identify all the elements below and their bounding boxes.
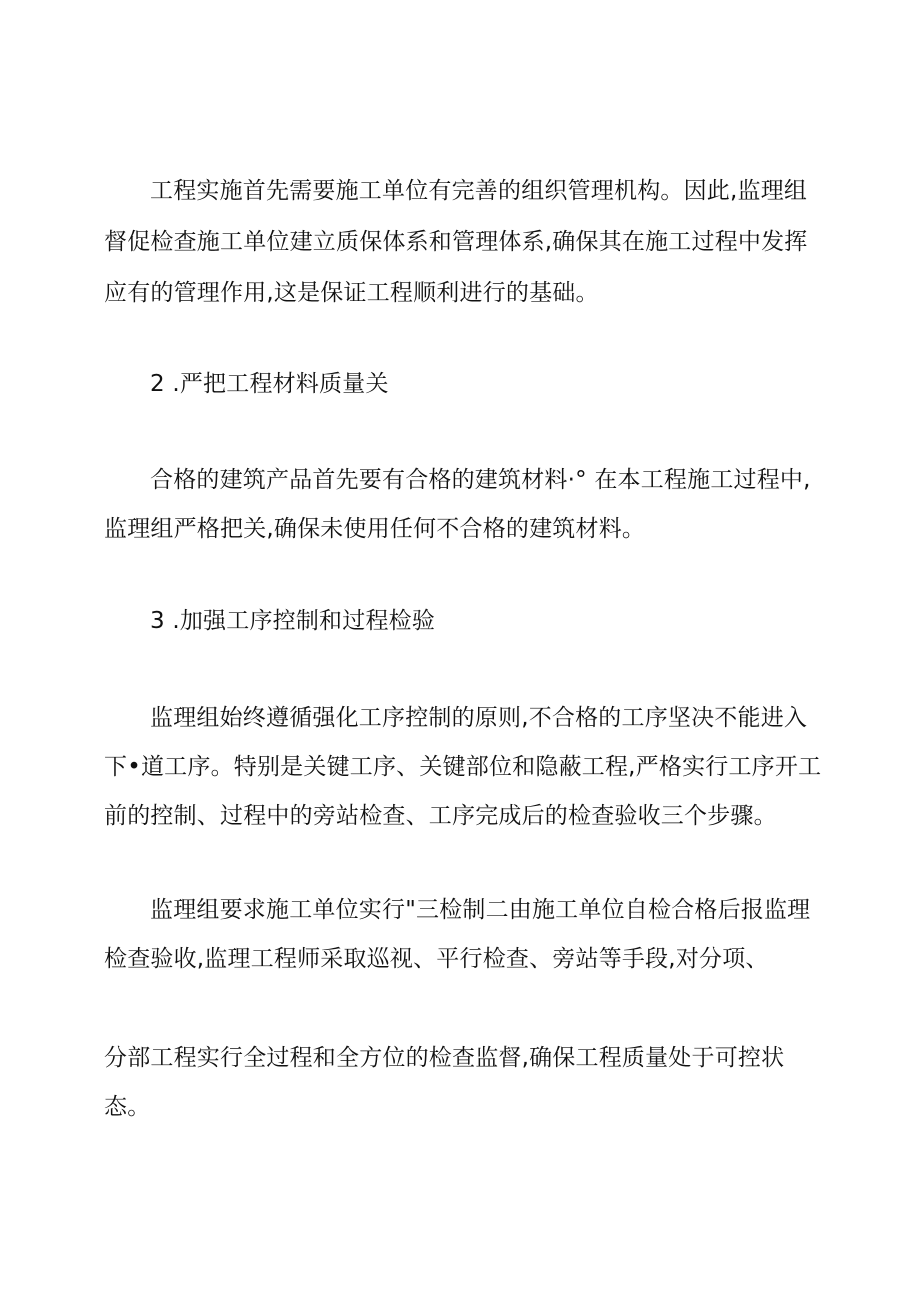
paragraph-4-line-2: 检查验收,监理工程师采取巡视、平行检查、旁站等手段,对分项、 [104,946,769,972]
paragraph-5-line-1: 分部工程实行全过程和全方位的检查监督,确保工程质量处于可控状 [104,1045,785,1071]
paragraph-5-line-2: 态。 [104,1094,151,1120]
paragraph-3-line-1: 监理组始终遵循强化工序控制的原则,不合格的工序坚决不能进入 [150,705,808,731]
paragraph-1-line-2: 督促检查施工单位建立质保体系和管理体系,确保其在施工过程中发挥 [104,229,808,255]
paragraph-3-line-2: 下•道工序。特别是关键工序、关键部位和隐蔽工程,严格实行工序开工 [104,754,822,780]
paragraph-3-line-3: 前的控制、过程中的旁站检查、工序完成后的检查验收三个步骤。 [104,803,777,829]
section-heading-2: 2 .严把工程材料质量关 [150,371,389,397]
paragraph-1-line-1: 工程实施首先需要施工单位有完善的组织管理机构。因此,监理组 [150,178,808,204]
paragraph-2-line-1: 合格的建筑产品首先要有合格的建筑材料·° 在本工程施工过程中, [150,467,811,493]
paragraph-4-line-1: 监理组要求施工单位实行"三检制二由施工单位自检合格后报监理 [150,897,811,923]
paragraph-2-line-2: 监理组严格把关,确保未使用任何不合格的建筑材料。 [104,516,646,542]
section-heading-3: 3 .加强工序控制和过程检验 [150,608,436,634]
paragraph-1-line-3: 应有的管理作用,这是保证工程顺利进行的基础。 [104,280,599,306]
